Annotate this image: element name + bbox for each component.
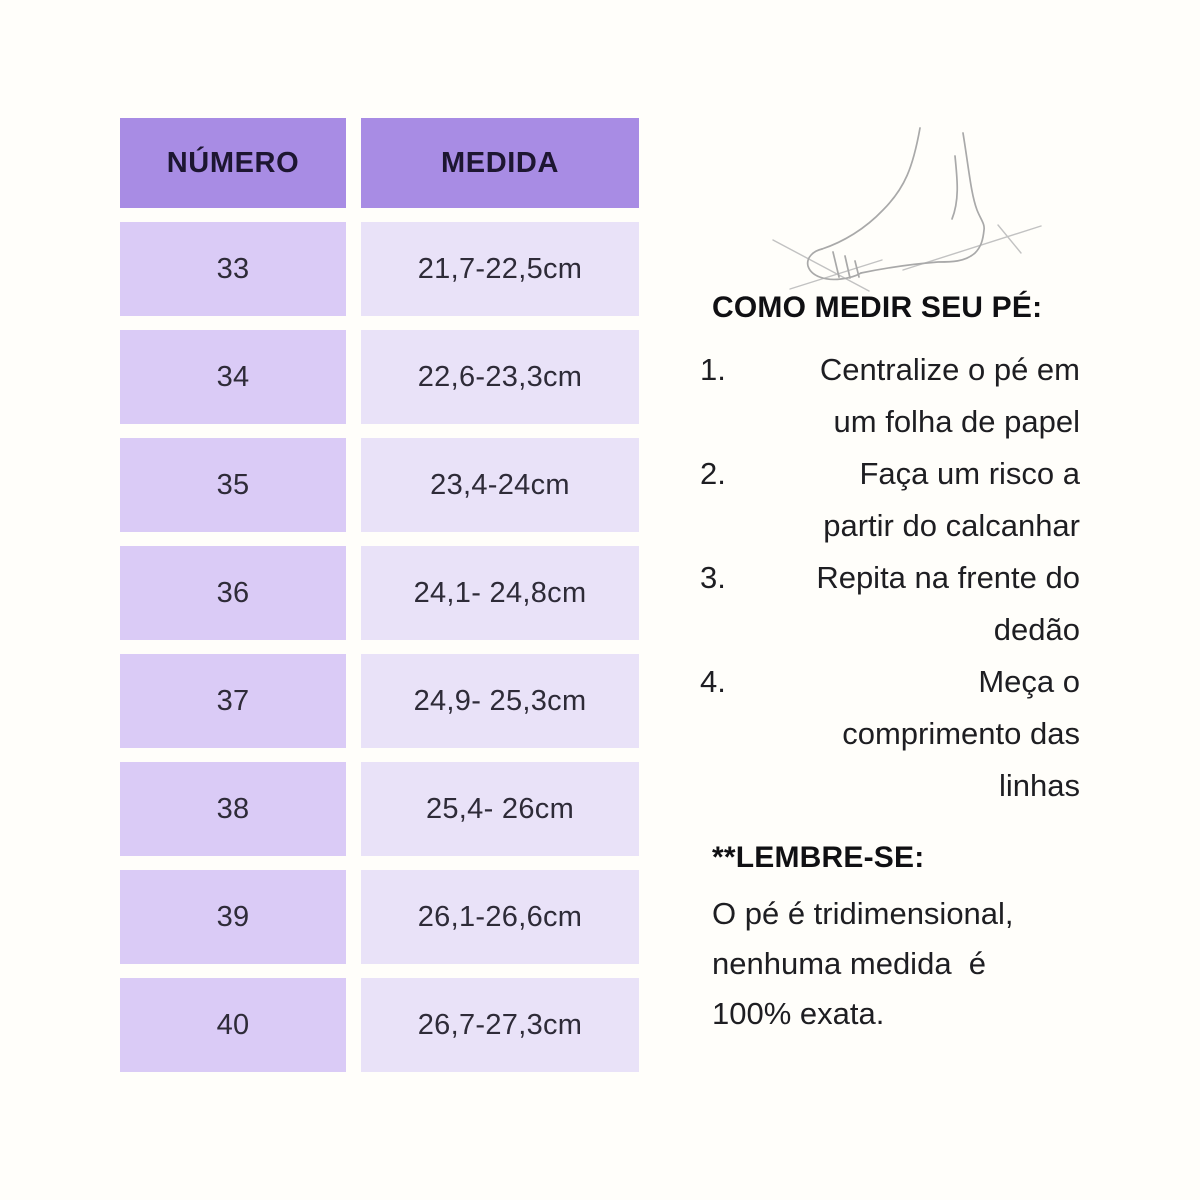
- reminder-line: O pé é tridimensional,: [712, 896, 1014, 931]
- step-text: [752, 448, 1080, 552]
- reminder-title: **LEMBRE-SE:: [712, 841, 925, 874]
- how-to-measure-title: COMO MEDIR SEU PÉ:: [712, 291, 1043, 324]
- reminder-line: nenhuma medida é: [712, 946, 987, 981]
- numero-cell: 35: [120, 438, 346, 532]
- step-number: 2.: [700, 456, 726, 491]
- step-line: comprimento das: [842, 716, 1080, 751]
- numero-cell: 33: [120, 222, 346, 316]
- measure-step: [700, 344, 1080, 448]
- medida-header-cell: MEDIDA: [361, 118, 639, 208]
- size-table: [120, 118, 639, 1072]
- medida-cell: 24,1- 24,8cm: [361, 546, 639, 640]
- measure-step: [700, 656, 1080, 812]
- step-line: Faça um risco a: [859, 456, 1080, 491]
- reminder-text: [712, 889, 1092, 1039]
- step-text: [752, 656, 1080, 812]
- medida-cell: 25,4- 26cm: [361, 762, 639, 856]
- step-number: 1.: [700, 352, 726, 387]
- measurement-guide-lines: [773, 225, 1041, 291]
- step-number: 3.: [700, 560, 726, 595]
- step-line: Meça o: [978, 664, 1080, 699]
- measure-step: [700, 552, 1080, 656]
- foot-outline: [808, 128, 984, 279]
- measure-step: [700, 448, 1080, 552]
- numero-cell: 37: [120, 654, 346, 748]
- step-number: 4.: [700, 664, 726, 699]
- step-text: [752, 552, 1080, 656]
- medida-cell: 26,1-26,6cm: [361, 870, 639, 964]
- numero-header-cell: NÚMERO: [120, 118, 346, 208]
- step-line: Repita na frente do: [816, 560, 1080, 595]
- step-line: um folha de papel: [833, 404, 1080, 439]
- numero-cell: 36: [120, 546, 346, 640]
- measure-steps-list: [700, 344, 1080, 812]
- medida-cell: 22,6-23,3cm: [361, 330, 639, 424]
- numero-cell: 40: [120, 978, 346, 1072]
- step-line: partir do calcanhar: [823, 508, 1080, 543]
- medida-cell: 23,4-24cm: [361, 438, 639, 532]
- step-line: dedão: [993, 612, 1080, 647]
- step-line: linhas: [999, 768, 1080, 803]
- step-text: [752, 344, 1080, 448]
- numero-cell: 34: [120, 330, 346, 424]
- reminder-line: 100% exata.: [712, 996, 885, 1031]
- medida-cell: 26,7-27,3cm: [361, 978, 639, 1072]
- medida-cell: 24,9- 25,3cm: [361, 654, 639, 748]
- step-line: Centralize o pé em: [819, 352, 1080, 387]
- numero-cell: 39: [120, 870, 346, 964]
- numero-cell: 38: [120, 762, 346, 856]
- medida-cell: 21,7-22,5cm: [361, 222, 639, 316]
- foot-sketch-illustration: [755, 112, 1055, 300]
